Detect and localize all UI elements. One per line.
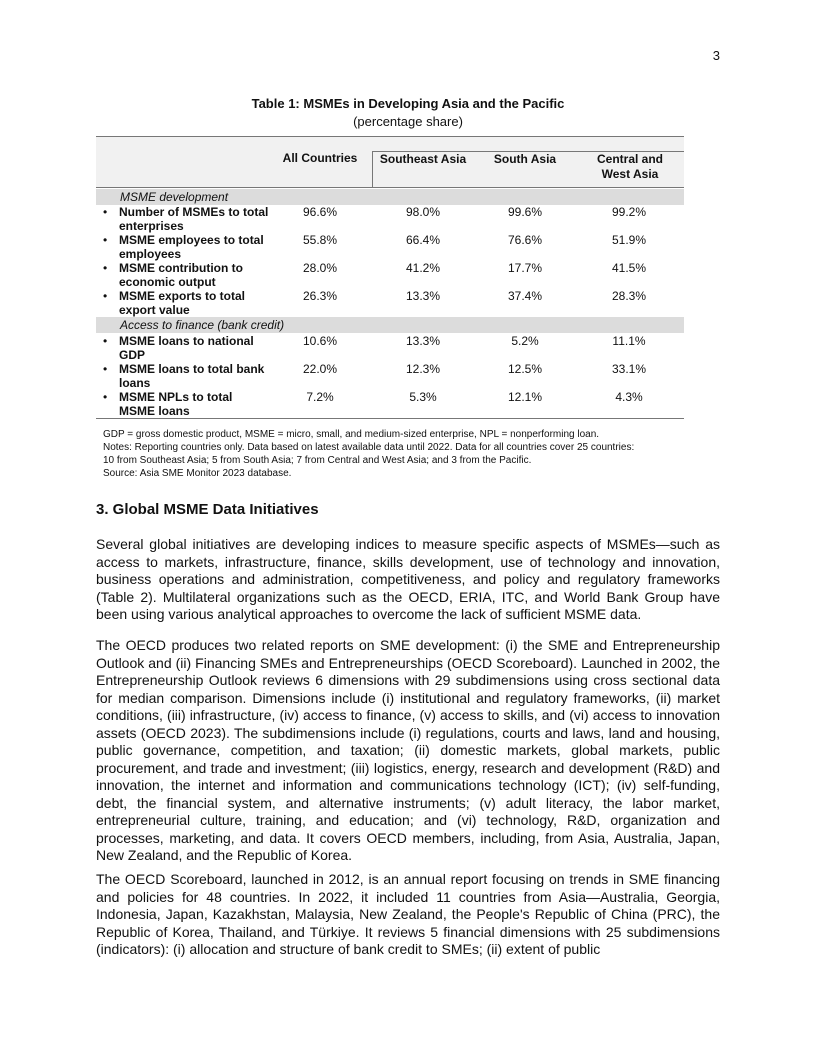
cell-south-asia: 17.7% (507, 261, 543, 275)
cell-south-asia: 12.1% (507, 390, 543, 404)
table-row (96, 289, 684, 317)
cell-south-asia: 76.6% (507, 233, 543, 247)
cell-all-countries: 7.2% (306, 390, 334, 404)
cell-central-west-asia: 28.3% (611, 289, 647, 303)
cell-all-countries: 28.0% (302, 261, 338, 275)
table-bottom-rule (96, 418, 684, 419)
row-label: MSME loans to total bank loans (119, 362, 265, 390)
table-row (96, 334, 684, 362)
bullet: • (103, 261, 108, 275)
section-band-msme-development (96, 189, 684, 205)
section-heading: 3. Global MSME Data Initiatives (96, 501, 319, 518)
section-band-access-to-finance (96, 317, 684, 333)
cell-southeast-asia: 66.4% (405, 233, 441, 247)
row-label: MSME exports to total export value (119, 289, 246, 317)
cell-south-asia: 5.2% (511, 334, 539, 348)
table-row (96, 390, 684, 418)
column-header-south-asia: South Asia (493, 152, 557, 166)
bullet: • (103, 390, 108, 404)
note-reporting: Notes: Reporting countries only. Data based on latest available data until 2022. Data for all countries cover 25 countries: (103, 442, 635, 453)
cell-all-countries: 26.3% (302, 289, 338, 303)
cell-southeast-asia: 13.3% (405, 334, 441, 348)
row-label: MSME loans to national GDP (119, 334, 254, 362)
cell-south-asia: 99.6% (507, 205, 543, 219)
bullet: • (103, 289, 108, 303)
row-label: MSME employees to total employees (119, 233, 264, 261)
column-header-central-west-asia: Central and West Asia (596, 152, 663, 181)
paragraph-3: The OECD Scoreboard, launched in 2012, is an annual report focusing on trends in SME financing and policies for 48 countries. In 2022, it included 11 countries from Asia—Australia, Georgia, Indonesia, Japan, Kazakhstan, Malaysia, New Zealand, the People's Republic of China (PRC), the Republic of Korea, Thailand, and Türkiye. It reviews 5 financial dimensions with 25 subdimensions (indicators): (i) allocation and structure of bank credit to SMEs; (ii) extent of public (96, 871, 720, 957)
row-label: Number of MSMEs to total enterprises (119, 205, 269, 233)
cell-central-west-asia: 33.1% (611, 362, 647, 376)
table-row (96, 233, 684, 261)
bullet: • (103, 205, 108, 219)
table-notes (103, 428, 713, 480)
row-label: MSME contribution to economic output (119, 261, 243, 289)
paragraph-2: The OECD produces two related reports on SME development: (i) the SME and Entrepreneurship Outlook and (ii) Financing SMEs and Entrepreneurships (OECD Scoreboard). Launched in 2002, the Entrepreneurship Outlook reviews 6 dimensions with 29 subdimensions using cross sectional data for median comparison. Dimensions include (i) institutional and regulatory frameworks, (ii) market conditions, (iii) infrastructure, (iv) access to finance, (v) access to skills, and (vi) access to innovation assets (OECD 2023). The subdimensions include (i) regulations, courts and laws, land and housing, public governance, competition, and taxation; (ii) domestic markets, global markets, public procurement, and trade and investment; (iii) logistics, energy, research and development (R&D) and innovation, the internet and information and communications technology (ICT); (iv) self-funding, debt, the financial system, and alternative instruments; (v) adult literacy, the labor market, entrepreneurial culture, training, and education; and (vi) technology, R&D, organization and processes, marketing, and data. It covers OECD members, including, from Asia, Australia, Japan, New Zealand, and the Republic of Korea. (96, 637, 720, 863)
table-title: Table 1: MSMEs in Developing Asia and the Pacific (251, 96, 565, 111)
cell-southeast-asia: 98.0% (405, 205, 441, 219)
table-row (96, 205, 684, 233)
section-label: MSME development (120, 190, 229, 204)
column-header-all-countries: All Countries (282, 151, 358, 165)
cell-south-asia: 37.4% (507, 289, 543, 303)
paragraph-1: Several global initiatives are developing indices to measure specific aspects of MSMEs—such as access to markets, infrastructure, finance, skills development, use of technology and innovation, business operations and administration, competitiveness, and policy and regulatory frameworks (Table 2). Multilateral organizations such as the OECD, ERIA, ITC, and World Bank Group have been using various analytical approaches to overcome the lack of sufficient MSME data. (96, 536, 720, 622)
note-abbreviations: GDP = gross domestic product, MSME = micro, small, and medium-sized enterprise, NPL = nonperforming loan. (103, 429, 600, 440)
cell-central-west-asia: 4.3% (615, 390, 643, 404)
note-source: Source: Asia SME Monitor 2023 database. (103, 468, 292, 479)
section-label: Access to finance (bank credit) (120, 318, 285, 332)
cell-all-countries: 55.8% (302, 233, 338, 247)
cell-southeast-asia: 5.3% (409, 390, 437, 404)
table-subtitle: (percentage share) (353, 114, 463, 129)
bullet: • (103, 334, 108, 348)
cell-southeast-asia: 13.3% (405, 289, 441, 303)
cell-all-countries: 96.6% (302, 205, 338, 219)
regional-columns-divider (372, 151, 373, 187)
page-number: 3 (712, 48, 720, 63)
bullet: • (103, 233, 108, 247)
cell-southeast-asia: 41.2% (405, 261, 441, 275)
table-row (96, 362, 684, 390)
column-header-southeast-asia: Southeast Asia (379, 152, 467, 166)
cell-central-west-asia: 11.1% (612, 334, 646, 348)
note-country-breakdown: 10 from Southeast Asia; 5 from South Asia; 7 from Central and West Asia; and 3 from the Pacific. (103, 455, 532, 466)
row-label: MSME NPLs to total MSME loans (119, 390, 233, 418)
bullet: • (103, 362, 108, 376)
cell-all-countries: 22.0% (302, 362, 338, 376)
cell-all-countries: 10.6% (302, 334, 338, 348)
table-header-rule (96, 187, 684, 188)
cell-central-west-asia: 41.5% (611, 261, 647, 275)
cell-central-west-asia: 51.9% (611, 233, 647, 247)
table-row (96, 261, 684, 289)
cell-southeast-asia: 12.3% (405, 362, 441, 376)
cell-south-asia: 12.5% (507, 362, 543, 376)
cell-central-west-asia: 99.2% (611, 205, 647, 219)
